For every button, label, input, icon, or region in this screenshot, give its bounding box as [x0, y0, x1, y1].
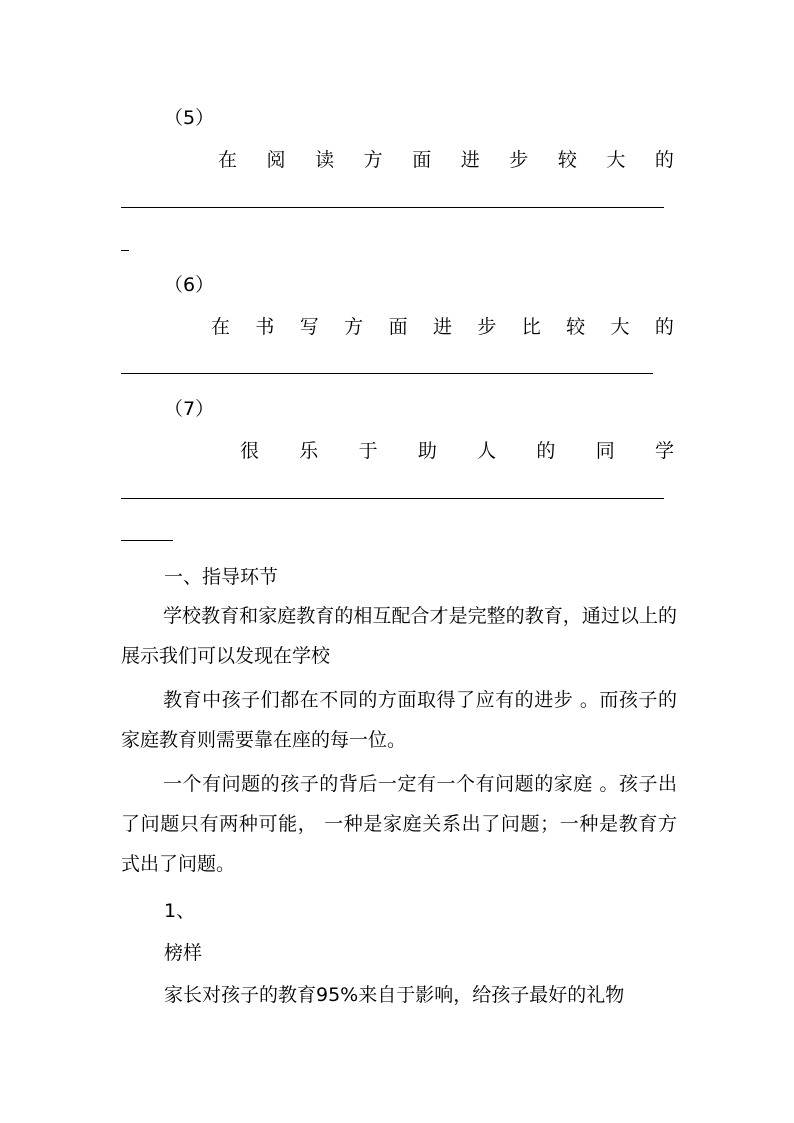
item-5-char: 的 [654, 149, 674, 171]
item-5-blank-line [121, 207, 664, 208]
item-5-char: 阅 [266, 149, 286, 171]
item-7-char: 同 [595, 440, 615, 462]
item-6-char: 写 [299, 316, 319, 338]
item-7-char: 很 [240, 440, 260, 462]
section-heading: 一、指导环节 [164, 566, 279, 588]
item-6-number: （6） [164, 274, 215, 296]
item-6-char: 面 [388, 316, 408, 338]
item-6-char: 进 [432, 316, 452, 338]
sub-number: 1、 [164, 900, 196, 922]
item-7-text [240, 439, 674, 463]
item-6-char: 的 [654, 316, 674, 338]
item-5-blank-line-continued [121, 250, 129, 251]
paragraph-3: 一个有问题的孩子的背后一定有一个有问题的家庭 。孩子出了问题只有两种可能， 一种是家庭关系出了问题；一种是教育方式出了问题。 [121, 773, 677, 875]
item-6-char: 较 [566, 316, 586, 338]
item-5-text [218, 148, 674, 172]
item-5-char: 读 [315, 149, 335, 171]
item-6-char: 方 [344, 316, 364, 338]
item-6-char: 比 [521, 316, 541, 338]
item-7-number: （7） [164, 398, 215, 420]
item-5-char: 步 [509, 149, 529, 171]
item-7-char: 乐 [299, 440, 319, 462]
item-7-blank-line [121, 498, 664, 499]
item-6-text [211, 315, 674, 339]
item-5-char: 较 [557, 149, 577, 171]
sub-heading: 榜样 [164, 942, 203, 964]
item-5-number: （5） [164, 107, 215, 129]
item-5-char: 进 [460, 149, 480, 171]
item-6-char: 在 [211, 316, 231, 338]
item-5-char: 方 [363, 149, 383, 171]
item-7-char: 的 [536, 440, 556, 462]
item-6-char: 大 [610, 316, 630, 338]
last-line: 家长对孩子的教育95%来自于影响，给孩子最好的礼物 [164, 984, 625, 1006]
item-6-char: 书 [255, 316, 275, 338]
paragraph-2: 教育中孩子们都在不同的方面取得了应有的进步 。而孩子的家庭教育则需要靠在座的每一位。 [121, 689, 677, 751]
item-6-blank-line [121, 373, 653, 374]
item-5-char: 大 [606, 149, 626, 171]
item-7-char: 于 [358, 440, 378, 462]
item-7-blank-line-continued [121, 540, 173, 541]
item-7-char: 助 [417, 440, 437, 462]
item-5-char: 在 [218, 149, 238, 171]
paragraph-1: 学校教育和家庭教育的相互配合才是完整的教育，通过以上的展示我们可以发现在学校 [121, 605, 677, 667]
item-5-char: 面 [412, 149, 432, 171]
item-6-char: 步 [477, 316, 497, 338]
item-7-char: 学 [654, 440, 674, 462]
item-7-char: 人 [477, 440, 497, 462]
